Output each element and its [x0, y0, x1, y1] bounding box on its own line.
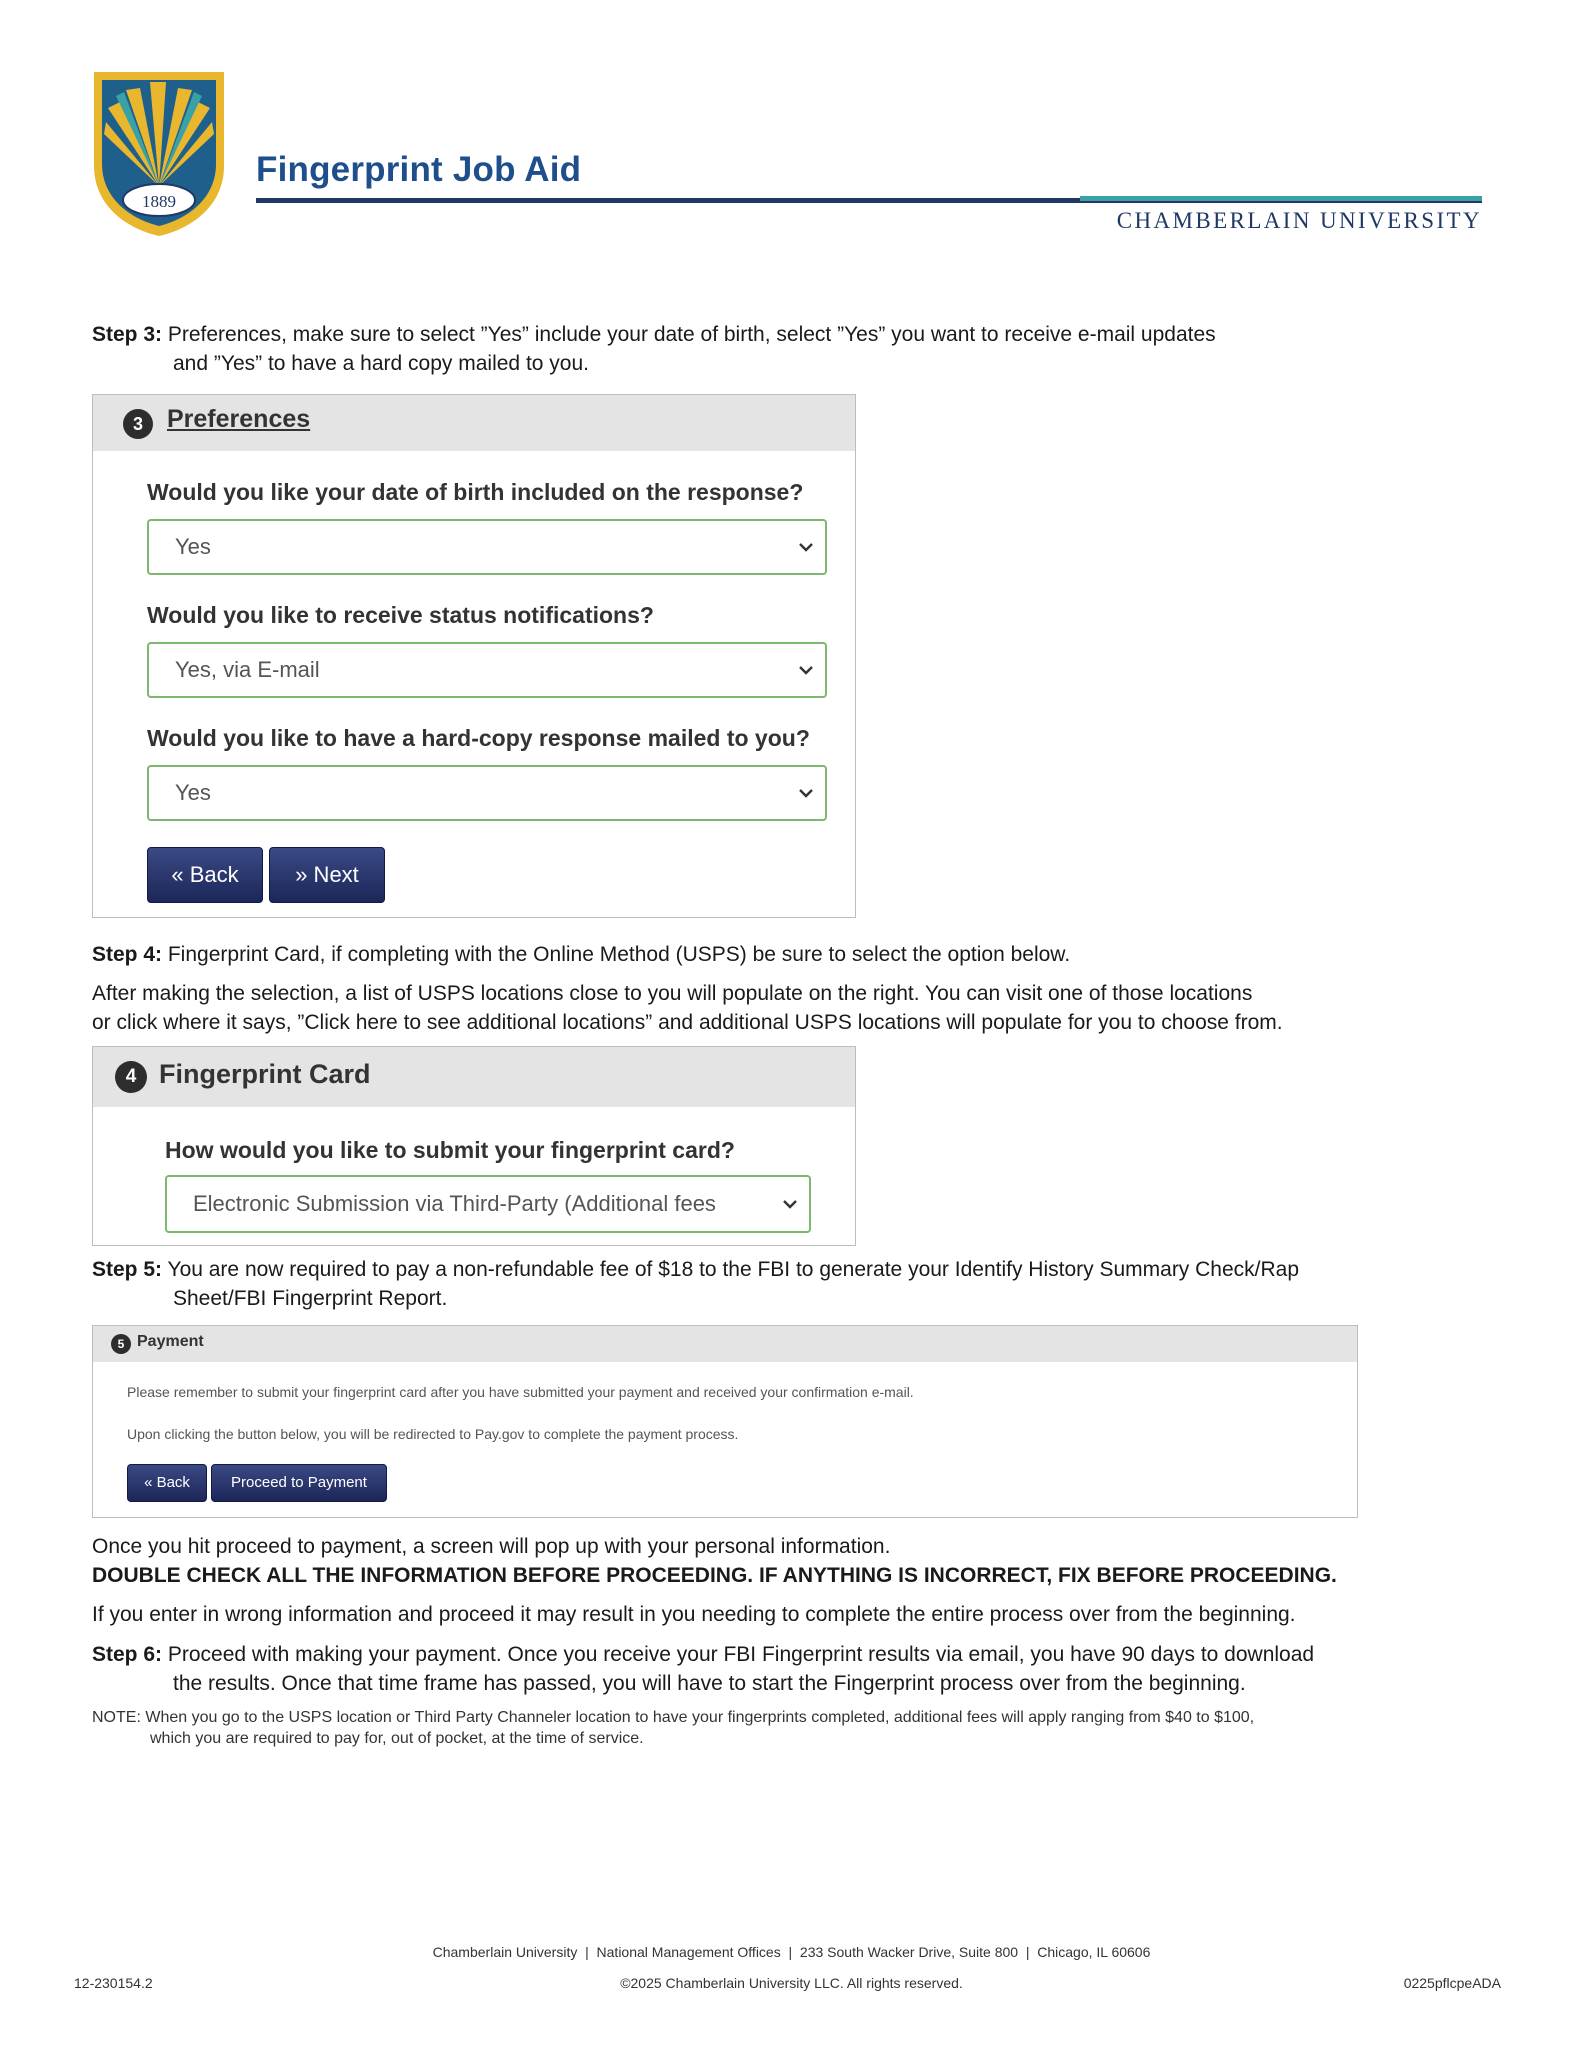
fingerprint-card-title: Fingerprint Card	[159, 1059, 371, 1089]
step-5-text	[92, 1255, 1532, 1313]
hardcopy-select-value: Yes	[175, 780, 211, 805]
footer-address: Chamberlain University | National Management Offices | 233 South Wacker Drive, Suite 800 | Chicago, IL 60606	[432, 1944, 1151, 1960]
step-3-label: Step 3:	[92, 323, 163, 346]
section-number-badge: 5	[111, 1334, 131, 1354]
dob-select[interactable]	[147, 519, 827, 575]
dob-question-label: Would you like your date of birth included on the response?	[147, 479, 804, 505]
hardcopy-select[interactable]	[147, 765, 827, 821]
step-4-text	[92, 940, 1532, 1037]
submission-method-select[interactable]	[165, 1175, 811, 1233]
preferences-title: Preferences	[167, 405, 311, 433]
payment-reminder-text: Please remember to submit your fingerprint card after you have submitted your payment and received your confirmation e-mail.	[127, 1384, 914, 1400]
proceed-to-payment-button[interactable]: Proceed to Payment	[211, 1464, 387, 1502]
notifications-question-label: Would you like to receive status notifications?	[147, 602, 654, 628]
payment-back-button[interactable]: « Back	[127, 1464, 207, 1502]
payment-panel	[92, 1325, 1358, 1518]
step-3-text	[92, 320, 1512, 378]
notifications-select-value: Yes, via E-mail	[175, 657, 320, 682]
step-4-after-line2: or click where it says, ”Click here to see additional locations” and additional USPS locations will populate for you to choose from.	[92, 1011, 1283, 1034]
step-6-line1: Proceed with making your payment. Once you receive your FBI Fingerprint results via email, you have 90 days to download	[167, 1643, 1315, 1666]
payment-title: Payment	[137, 1333, 204, 1350]
step-5-line1: You are now required to pay a non-refundable fee of $18 to the FBI to generate your Identify History Summary Check/Rap	[167, 1258, 1300, 1281]
step-4-after-line1: After making the selection, a list of USPS locations close to you will populate on the right. You can visit one of those locations	[92, 982, 1253, 1005]
step-6-line2: the results. Once that time frame has passed, you will have to start the Fingerprint process over from the beginning.	[173, 1672, 1246, 1695]
preferences-header	[93, 395, 855, 451]
step-5-label: Step 5:	[92, 1258, 163, 1281]
after-payment-line1: Once you hit proceed to payment, a screen will pop up with your personal information.	[92, 1535, 891, 1558]
after-payment-text	[92, 1532, 1532, 1629]
chevron-down-icon	[781, 1195, 799, 1213]
preferences-panel	[92, 394, 856, 918]
payment-redirect-text: Upon clicking the button below, you will be redirected to Pay.gov to complete the payment process.	[127, 1426, 739, 1442]
chevron-down-icon	[797, 661, 815, 679]
note-line2: which you are required to pay for, out of pocket, at the time of service.	[150, 1730, 644, 1747]
after-payment-line2: If you enter in wrong information and proceed it may result in you needing to complete the entire process over from the beginning.	[92, 1603, 1296, 1626]
footer-right-code: 0225pflcpeADA	[1403, 1975, 1501, 1991]
footer-left-code: 12-230154.2	[74, 1975, 153, 1991]
note-line1: When you go to the USPS location or Third Party Channeler location to have your fingerprints completed, additional fees will apply ranging from $40 to $100,	[145, 1709, 1255, 1726]
step-4-label: Step 4:	[92, 943, 163, 966]
note-label: NOTE:	[92, 1709, 141, 1726]
payment-header	[93, 1326, 1357, 1362]
header-rule-accent	[1080, 196, 1482, 201]
back-button[interactable]: « Back	[147, 847, 263, 903]
notifications-select[interactable]	[147, 642, 827, 698]
dob-select-value: Yes	[175, 534, 211, 559]
step-4-line: Fingerprint Card, if completing with the Online Method (USPS) be sure to select the option below.	[167, 943, 1071, 966]
fingerprint-card-header	[93, 1047, 855, 1107]
crest-year: 1889	[142, 192, 176, 211]
submission-question-label: How would you like to submit your fingerprint card?	[165, 1137, 735, 1163]
chevron-down-icon	[797, 784, 815, 802]
submission-method-value: Electronic Submission via Third-Party (Additional fees	[193, 1191, 716, 1216]
document-title: Fingerprint Job Aid	[256, 150, 582, 189]
university-crest-logo	[90, 68, 228, 238]
step-6-label: Step 6:	[92, 1643, 163, 1666]
section-number-badge: 3	[123, 409, 153, 439]
step-3-line1: Preferences, make sure to select ”Yes” include your date of birth, select ”Yes” you want to receive e-mail updates	[167, 323, 1216, 346]
chevron-down-icon	[797, 538, 815, 556]
step-3-line2: and ”Yes” to have a hard copy mailed to you.	[173, 352, 589, 375]
next-button[interactable]: » Next	[269, 847, 385, 903]
step-6-text	[92, 1640, 1532, 1698]
hardcopy-question-label: Would you like to have a hard-copy response mailed to you?	[147, 725, 810, 751]
section-number-badge: 4	[115, 1061, 147, 1093]
university-name: CHAMBERLAIN UNIVERSITY	[1116, 208, 1482, 233]
footer-copyright: ©2025 Chamberlain University LLC. All rights reserved.	[620, 1975, 963, 1991]
double-check-warning: DOUBLE CHECK ALL THE INFORMATION BEFORE PROCEEDING. IF ANYTHING IS INCORRECT, FIX BEFORE PROCEEDING.	[92, 1564, 1337, 1587]
fingerprint-card-panel	[92, 1046, 856, 1246]
step-5-line2: Sheet/FBI Fingerprint Report.	[173, 1287, 448, 1310]
note-text	[92, 1707, 1532, 1749]
